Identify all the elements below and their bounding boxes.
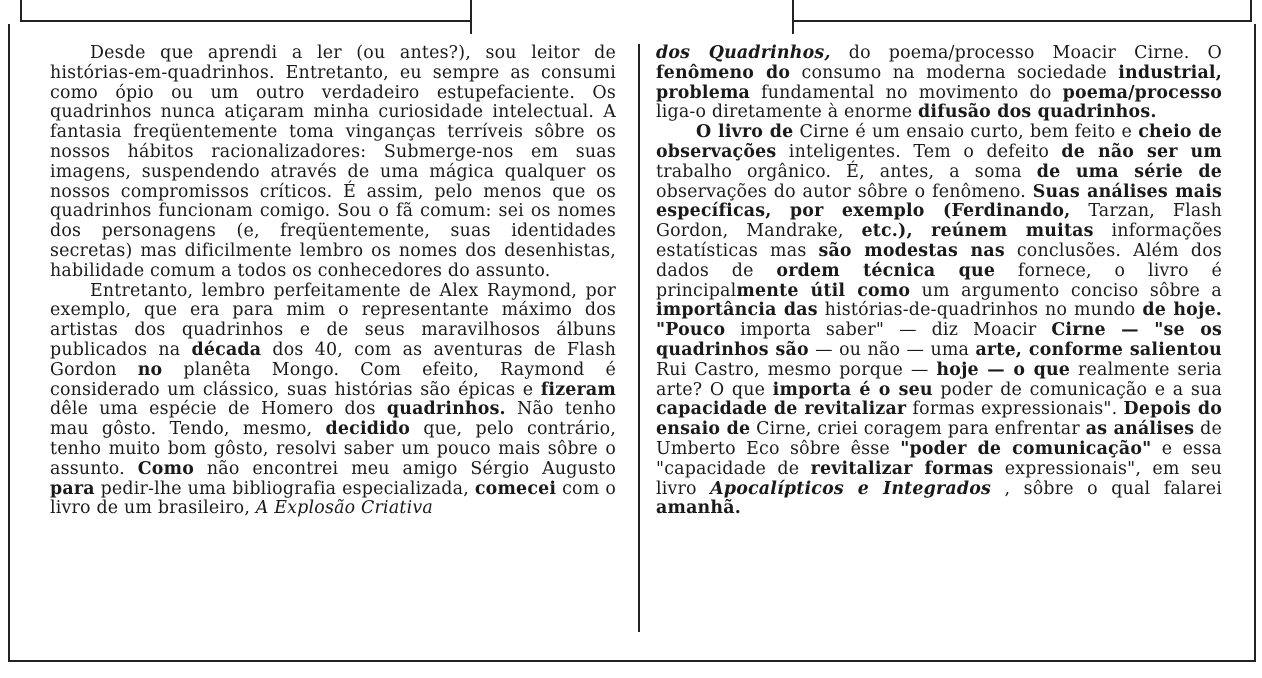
text-run: Tarzan, Flash Gordon, Mandrake, <box>656 201 1222 242</box>
bold-run: O livro de <box>696 122 794 143</box>
top-right-frame <box>792 0 1252 22</box>
text-run: Cirne é um ensaio curto, bem feito e <box>793 122 1139 143</box>
bold-run: ordem técnica que <box>776 260 996 281</box>
bold-run: decidido <box>325 419 411 440</box>
bold-run: poema/processo <box>1062 82 1222 103</box>
text-run: Cirne, criei coragem para enfrentar <box>750 419 1086 440</box>
text-run: expressionais", em seu livro <box>656 458 1222 499</box>
bold-italic-run: Apocalípticos e Integrados <box>710 478 992 499</box>
bold-run: de uma série de <box>1036 161 1222 182</box>
text-run: dêle uma espécie de Homero dos <box>50 399 387 420</box>
text-run: conclusões. Além dos dados de <box>656 240 1222 281</box>
bold-run: de hoje. "Pouco <box>656 300 1222 341</box>
bold-run: comecei <box>474 478 557 499</box>
text-run: dos 40, com as aventuras de Flash Gordon <box>50 339 616 380</box>
text-run: fornece, o livro é principal <box>656 260 1222 301</box>
text-run: poder de comunicação e a sua <box>932 379 1223 400</box>
right-paragraph-1 <box>656 44 1222 123</box>
text-run: com o livro de um brasileiro, <box>50 478 616 519</box>
text-run: Entretanto, lembro perfeitamente de Alex Raymond, por exemplo, que era para mim o representante máximo dos artistas dos quadrinhos e de seus maravilhosos álbuns publicados na <box>50 280 616 360</box>
bold-run: amanhã. <box>656 498 741 519</box>
bold-run: no <box>137 359 163 380</box>
text-run: liga-o diretamente à enorme <box>656 102 919 123</box>
bold-italic-run: dos Quadrinhos, <box>656 43 831 63</box>
text-run: que, pelo contrário, tenho muito bom gôsto, resolvi saber um pouco mais sôbre o assunto. <box>50 419 616 479</box>
bold-run: hoje — o que <box>936 359 1071 380</box>
left-paragraph-1 <box>50 44 616 282</box>
bold-run: quadrinhos. <box>386 399 506 420</box>
bold-run: importa é o seu <box>772 379 933 400</box>
text-run: e essa "capacidade de <box>656 438 1222 479</box>
text-run: observações do autor sôbre o fenômeno. <box>656 181 1033 202</box>
left-column <box>50 44 616 519</box>
bold-run: "poder de comunicação" <box>900 438 1152 459</box>
top-left-frame <box>20 0 472 22</box>
bold-run: cheio de observações <box>656 122 1222 162</box>
text-run: — ou não — uma <box>808 339 976 360</box>
right-column <box>656 44 1222 519</box>
text-run: realmente seria arte? O que <box>656 359 1222 400</box>
bold-run: de não ser um <box>1061 141 1223 162</box>
italic-run: A Explosão Criativa <box>255 498 433 519</box>
left-paragraph-2 <box>50 282 616 520</box>
text-run: trabalho orgânico. É, antes, a soma <box>656 161 1037 182</box>
text-run: , sôbre o qual falarei <box>991 478 1222 499</box>
bold-run: década <box>191 339 262 360</box>
text-run: importa saber" — diz Moacir <box>725 320 1052 341</box>
text-run: Rui Castro, mesmo porque — <box>656 359 937 380</box>
bold-run: Cirne — "se os quadrinhos são <box>656 320 1222 360</box>
bold-run: Suas análises mais específicas, por exemplo (Ferdinando, <box>656 181 1223 222</box>
bold-run: industrial, problema <box>656 62 1222 103</box>
bold-run: fenômeno do <box>656 62 791 83</box>
bold-run: fizeram <box>540 379 616 400</box>
bold-run: etc.), reúnem muitas <box>861 221 1094 242</box>
text-run: Desde que aprendi a ler (ou antes?), sou leitor de histórias-em-quadrinhos. Entretanto, eu sempre as consumi como ópio ou um outro verdadeiro estupefaciente. Os quadrinhos nunca atiçaram minha curiosidade intelectual. A fantasia freqüentemente toma vinganças terríveis sôbre os nossos hábitos racionalizadores: Submerge-nos em suas imagens, suspendendo através de uma mágica qualquer os nossos compromissos críticos. É assim, pelo menos que os quadrinhos funcionam comigo. Sou o fã comum: sei os nomes dos personagens (e, freqüentemente, suas identidades secretas) mas dificilmente lembro os nomes dos desenhistas, habilidade comum a todos os conhecedores do assunto. <box>50 43 616 281</box>
text-run: um argumento conciso sôbre a <box>910 280 1222 301</box>
column-divider <box>638 44 640 632</box>
text-run: histórias-de-quadrinhos no mundo <box>817 300 1143 321</box>
text-run: de Umberto Eco sôbre êsse <box>656 419 1222 459</box>
bold-run: capacidade de revitalizar <box>656 399 907 420</box>
text-run: Não tenho mau gôsto. Tendo, mesmo, <box>50 399 617 440</box>
text-run: consumo na moderna sociedade <box>790 62 1119 83</box>
bold-run: para <box>50 478 95 499</box>
bold-run: mente útil como <box>736 280 911 301</box>
text-run: pedir-lhe uma bibliografia especializada, <box>94 478 475 499</box>
bold-run: Como <box>137 458 195 479</box>
text-run: inteligentes. Tem o defeito <box>776 141 1062 162</box>
right-paragraph-2 <box>656 123 1222 519</box>
bold-run: difusão dos quadrinhos. <box>918 102 1157 123</box>
bold-run: arte, conforme salientou <box>975 339 1222 360</box>
text-run: informações estatísticas mas <box>656 221 1222 261</box>
text-run: fundamental no movimento do <box>750 82 1063 103</box>
text-run: do poema/processo Moacir Cirne. O <box>830 43 1223 63</box>
bold-run: as análises <box>1085 419 1195 440</box>
text-run: não encontrei meu amigo Sérgio Augusto <box>194 458 616 479</box>
text-run: planêta Mongo. Com efeito, Raymond é considerado um clássico, suas histórias são épicas e <box>50 359 617 400</box>
bold-run: são modestas nas <box>818 240 1005 261</box>
bold-run: Depois do ensaio de <box>656 399 1222 440</box>
bold-run: importância das <box>656 300 818 321</box>
bold-run: revitalizar formas <box>810 458 994 479</box>
text-run: formas expressionais". <box>906 399 1124 420</box>
